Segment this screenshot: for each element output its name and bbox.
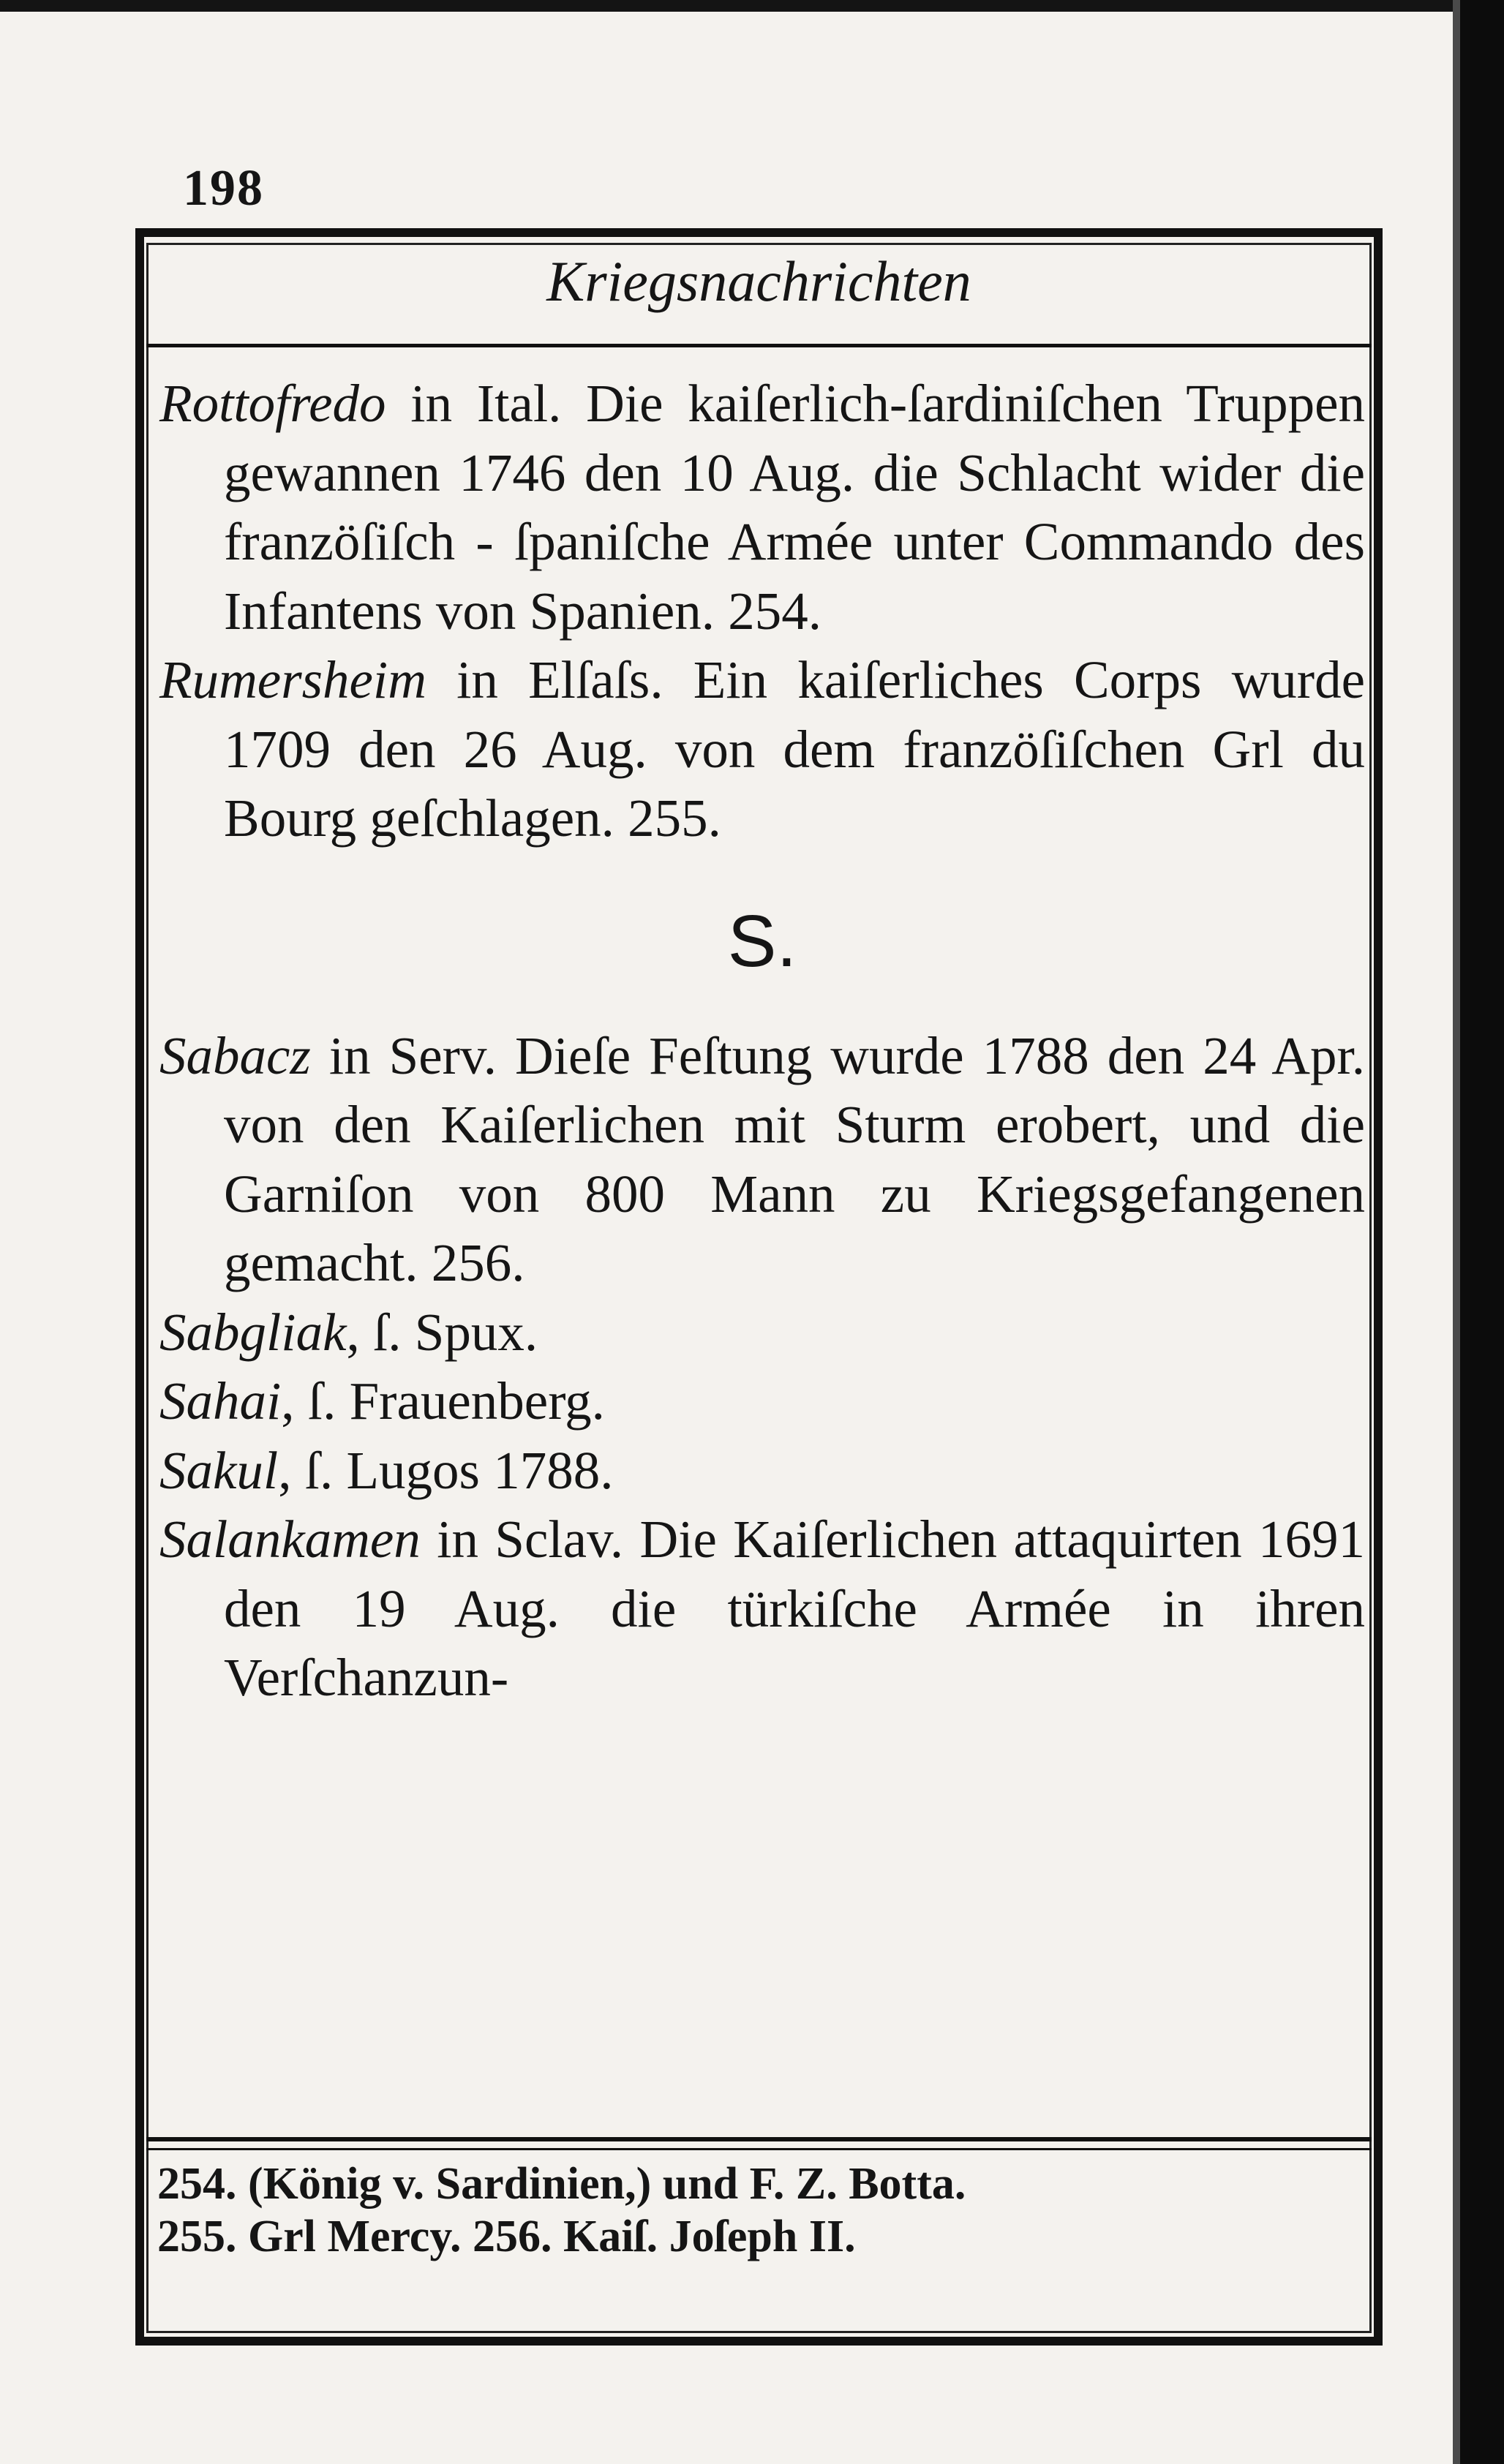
scan-edge-right-shadow <box>1453 0 1460 2464</box>
entries-block <box>159 369 1365 1713</box>
entry-rumersheim <box>159 646 1365 854</box>
footnote-rule-thin <box>146 2148 1372 2150</box>
entry-head: Sabgliak <box>159 1302 347 1362</box>
running-head: Kriegsnachrichten <box>546 249 971 313</box>
entry-head: Rottofredo <box>159 374 386 433</box>
head-rule <box>146 344 1372 347</box>
entry-rottofredo <box>159 369 1365 646</box>
entry-text: , ſ. Spux. <box>346 1302 538 1362</box>
entry-sahai <box>159 1367 1365 1436</box>
entry-sabgliak <box>159 1298 1365 1368</box>
entry-salankamen <box>159 1505 1365 1713</box>
footnote-line: 254. (König v. Sardinien,) und F. Z. Botta. <box>157 2159 966 2209</box>
footnote-line: 255. Grl Mercy. 256. Kaiſ. Joſeph II. <box>157 2212 856 2261</box>
entry-text: , ſ. Frauenberg. <box>281 1371 605 1431</box>
entry-text: in Elſaſs. Ein kaiſerliches Corps wurde 1709 den 26 Aug. von dem franzöſiſchen Grl du Bourg geſchlagen. 255. <box>224 650 1365 848</box>
entry-head: Sabacz <box>159 1025 311 1085</box>
footnote-rule-thick <box>146 2137 1372 2141</box>
entry-head: Sakul <box>159 1440 279 1500</box>
entry-sakul <box>159 1436 1365 1506</box>
section-letter: S. <box>727 900 797 982</box>
scan-edge-top <box>0 0 1504 12</box>
entry-text: in Ital. Die kaiſerlich-ſardiniſchen Truppen gewannen 1746 den 10 Aug. die Schlacht wider die franzöſiſch - ſpaniſche Armée unter Commando des Infantens von Spanien. 254. <box>224 374 1365 641</box>
entry-text: in Sclav. Die Kaiſerlichen attaquirten 1691 den 19 Aug. die türkiſche Armée in ihren Verſchanzun- <box>224 1510 1365 1707</box>
entry-text: , ſ. Lugos 1788. <box>278 1440 614 1500</box>
entry-head: Rumersheim <box>159 650 426 709</box>
entry-head: Sahai <box>159 1371 282 1431</box>
entry-head: Salankamen <box>159 1510 421 1569</box>
entry-text: in Serv. Dieſe Feſtung wurde 1788 den 24 Apr. von den Kaiſerlichen mit Sturm erobert, und die Garniſon von 800 Mann zu Kriegsgefangenen gemacht. 256. <box>224 1025 1365 1292</box>
entry-sabacz <box>159 1022 1365 1298</box>
footnotes <box>157 2158 1364 2263</box>
page-number: 198 <box>183 160 264 216</box>
scan-edge-right <box>1460 0 1504 2464</box>
